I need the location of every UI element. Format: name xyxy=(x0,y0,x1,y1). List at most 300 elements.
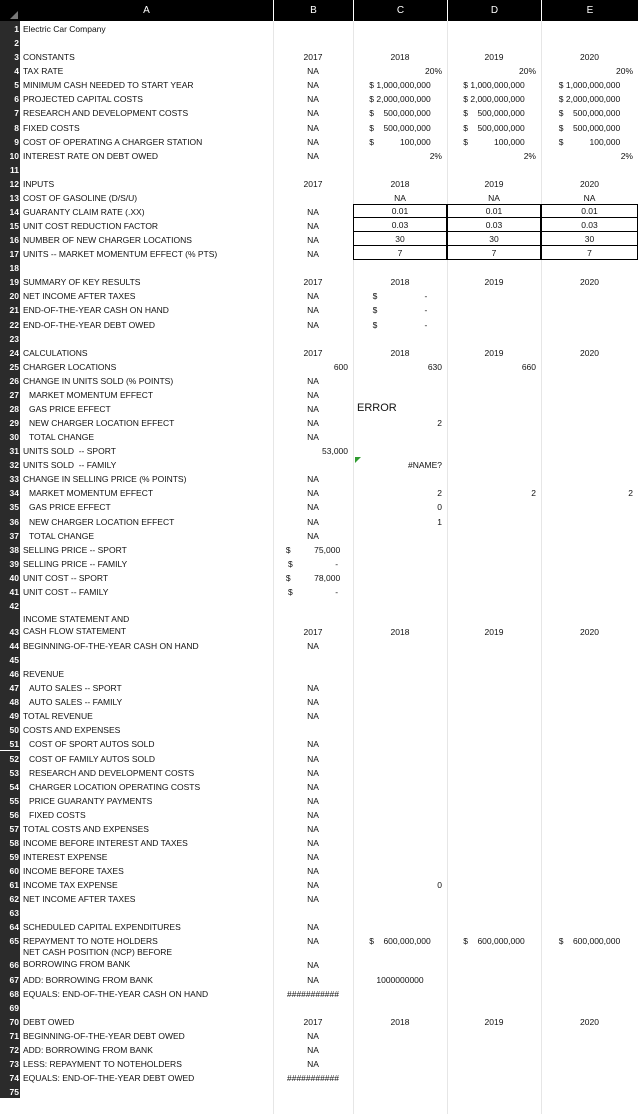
cell-d62[interactable] xyxy=(447,891,541,905)
cell-a4[interactable]: TAX RATE xyxy=(23,66,64,77)
cell-a42[interactable] xyxy=(20,598,273,612)
cell-d44[interactable] xyxy=(447,638,541,652)
cell-e56[interactable] xyxy=(541,807,638,821)
row-header[interactable]: 51 xyxy=(0,736,20,750)
cell-b27[interactable]: NA xyxy=(307,389,319,400)
cell-b59[interactable]: NA xyxy=(307,852,319,863)
cell-d13[interactable]: NA xyxy=(488,192,500,203)
cell-d47[interactable] xyxy=(447,680,541,694)
cell-a51[interactable]: COST OF SPORT AUTOS SOLD xyxy=(29,739,155,750)
row-header[interactable]: 15 xyxy=(0,218,20,232)
row-header[interactable]: 23 xyxy=(0,331,20,345)
cell-b12[interactable]: 2017 xyxy=(303,178,323,189)
cell-d20[interactable] xyxy=(447,288,541,302)
cell-b57[interactable]: NA xyxy=(307,823,319,834)
cell-d74[interactable] xyxy=(447,1070,541,1084)
row-header[interactable]: 47 xyxy=(0,680,20,694)
cell-d11[interactable] xyxy=(447,162,541,176)
cell-d19[interactable]: 2019 xyxy=(484,277,504,288)
cell-a56[interactable]: FIXED COSTS xyxy=(29,809,86,820)
cell-d21[interactable] xyxy=(447,302,541,316)
cell-c15[interactable]: 0.03 xyxy=(353,218,447,232)
row-header[interactable]: 59 xyxy=(0,849,20,863)
cell-a14[interactable]: GUARANTY CLAIM RATE (.XX) xyxy=(23,206,145,217)
cell-b55[interactable]: NA xyxy=(307,795,319,806)
cell-b17[interactable]: NA xyxy=(307,249,319,260)
cell-b47[interactable]: NA xyxy=(307,683,319,694)
cell-b67[interactable]: NA xyxy=(307,974,319,985)
cell-d32[interactable] xyxy=(447,457,541,471)
cell-c19[interactable]: 2018 xyxy=(390,277,410,288)
cell-e58[interactable] xyxy=(541,835,638,849)
cell-a53[interactable]: RESEARCH AND DEVELOPMENT COSTS xyxy=(29,767,195,778)
row-header[interactable]: 8 xyxy=(0,119,20,133)
cell-c8[interactable]: $ 500,000,000 xyxy=(369,122,431,133)
cell-d66[interactable] xyxy=(447,947,541,971)
cell-e53[interactable] xyxy=(541,765,638,779)
row-header[interactable]: 44 xyxy=(0,638,20,652)
cell-d70[interactable]: 2019 xyxy=(484,1016,504,1027)
cell-b43[interactable]: 2017 xyxy=(303,626,323,637)
cell-a29[interactable]: NEW CHARGER LOCATION EFFECT xyxy=(29,418,175,429)
row-header[interactable]: 29 xyxy=(0,415,20,429)
row-header[interactable]: 48 xyxy=(0,694,20,708)
cell-b37[interactable]: NA xyxy=(307,530,319,541)
cell-a34[interactable]: MARKET MOMENTUM EFFECT xyxy=(29,488,154,499)
cell-a62[interactable]: NET INCOME AFTER TAXES xyxy=(23,894,136,905)
cell-a69[interactable] xyxy=(20,1000,273,1014)
row-header[interactable]: 60 xyxy=(0,863,20,877)
cell-b34[interactable]: NA xyxy=(307,488,319,499)
cell-a12[interactable]: INPUTS xyxy=(23,178,55,189)
row-header[interactable]: 27 xyxy=(0,387,20,401)
cell-b75[interactable] xyxy=(273,1084,353,1098)
cell-b23[interactable] xyxy=(273,331,353,345)
cell-c63[interactable] xyxy=(353,905,447,919)
cell-a44[interactable]: BEGINNING-OF-THE-YEAR CASH ON HAND xyxy=(23,641,199,651)
cell-a13[interactable]: COST OF GASOLINE (D/S/U) xyxy=(23,192,138,203)
cell-d67[interactable] xyxy=(447,971,541,985)
cell-b39[interactable]: $ - xyxy=(287,558,339,569)
row-header[interactable]: 26 xyxy=(0,373,20,387)
cell-b36[interactable]: NA xyxy=(307,516,319,527)
cell-c16[interactable]: 30 xyxy=(353,232,447,246)
cell-d37[interactable] xyxy=(447,528,541,542)
row-header[interactable]: 55 xyxy=(0,793,20,807)
cell-d14[interactable]: 0.01 xyxy=(447,204,541,218)
row-header[interactable]: 42 xyxy=(0,598,20,612)
cell-a68[interactable]: EQUALS: END-OF-THE-YEAR CASH ON HAND xyxy=(23,988,209,999)
row-header[interactable]: 1 xyxy=(0,21,20,35)
cell-c34[interactable]: 2 xyxy=(437,488,442,499)
cell-b48[interactable]: NA xyxy=(307,697,319,708)
cell-a49[interactable]: TOTAL REVENUE xyxy=(23,711,93,722)
cell-c58[interactable] xyxy=(353,835,447,849)
cell-a22[interactable]: END-OF-THE-YEAR DEBT OWED xyxy=(23,319,156,330)
cell-b32[interactable] xyxy=(273,457,353,471)
cell-e63[interactable] xyxy=(541,905,638,919)
row-header[interactable]: 49 xyxy=(0,708,20,722)
row-header[interactable]: 24 xyxy=(0,345,20,359)
row-header[interactable]: 38 xyxy=(0,542,20,556)
cell-e49[interactable] xyxy=(541,708,638,722)
cell-d16[interactable]: 30 xyxy=(447,232,541,246)
cell-e62[interactable] xyxy=(541,891,638,905)
row-header[interactable]: 70 xyxy=(0,1014,20,1028)
row-header[interactable]: 30 xyxy=(0,429,20,443)
cell-c49[interactable] xyxy=(353,708,447,722)
cell-c55[interactable] xyxy=(353,793,447,807)
cell-a2[interactable] xyxy=(20,35,273,49)
cell-a45[interactable] xyxy=(20,652,273,666)
cell-b53[interactable]: NA xyxy=(307,767,319,778)
row-header[interactable]: 61 xyxy=(0,877,20,891)
row-header[interactable]: 50 xyxy=(0,722,20,736)
cell-e9[interactable]: $ 100,000 xyxy=(558,136,621,147)
cell-b60[interactable]: NA xyxy=(307,866,319,877)
cell-e68[interactable] xyxy=(541,986,638,1000)
row-header[interactable]: 63 xyxy=(0,905,20,919)
row-header[interactable]: 41 xyxy=(0,584,20,598)
row-header[interactable]: 11 xyxy=(0,162,20,176)
cell-e75[interactable] xyxy=(541,1084,638,1098)
cell-d3[interactable]: 2019 xyxy=(484,52,504,63)
cell-c67[interactable]: 1000000000 xyxy=(376,974,424,985)
cell-b26[interactable]: NA xyxy=(307,375,319,386)
row-header[interactable]: 57 xyxy=(0,821,20,835)
cell-c20[interactable]: $ - xyxy=(372,291,428,302)
cell-c50[interactable] xyxy=(353,722,447,736)
cell-e10[interactable]: 2% xyxy=(620,150,633,161)
cell-b69[interactable] xyxy=(273,1000,353,1014)
cell-e8[interactable]: $ 500,000,000 xyxy=(558,122,621,133)
cell-b62[interactable]: NA xyxy=(307,894,319,905)
cell-a8[interactable]: FIXED COSTS xyxy=(23,122,80,133)
cell-b13[interactable] xyxy=(273,190,353,204)
cell-c40[interactable] xyxy=(353,570,447,584)
cell-d45[interactable] xyxy=(447,652,541,666)
cell-c26[interactable] xyxy=(353,373,447,387)
cell-c60[interactable] xyxy=(353,863,447,877)
cell-d23[interactable] xyxy=(447,331,541,345)
cell-c65[interactable]: $ 600,000,000 xyxy=(369,936,431,947)
cell-b24[interactable]: 2017 xyxy=(303,347,323,358)
cell-c68[interactable] xyxy=(353,986,447,1000)
cell-e28[interactable] xyxy=(541,401,638,415)
cell-e38[interactable] xyxy=(541,542,638,556)
cell-e66[interactable] xyxy=(541,947,638,971)
cell-c48[interactable] xyxy=(353,694,447,708)
cell-e14[interactable]: 0.01 xyxy=(541,204,638,218)
cell-e32[interactable] xyxy=(541,457,638,471)
cell-b58[interactable]: NA xyxy=(307,837,319,848)
cell-d60[interactable] xyxy=(447,863,541,877)
row-header[interactable]: 43 xyxy=(0,612,20,638)
cell-e41[interactable] xyxy=(541,584,638,598)
cell-d17[interactable]: 7 xyxy=(447,246,541,260)
cell-b71[interactable]: NA xyxy=(307,1030,319,1041)
cell-d40[interactable] xyxy=(447,570,541,584)
cell-e34[interactable]: 2 xyxy=(628,488,633,499)
column-header-a[interactable]: A xyxy=(20,0,273,21)
cell-c41[interactable] xyxy=(353,584,447,598)
cell-a40[interactable]: UNIT COST -- SPORT xyxy=(23,572,109,583)
cell-a20[interactable]: NET INCOME AFTER TAXES xyxy=(23,291,136,302)
cell-d31[interactable] xyxy=(447,443,541,457)
cell-a55[interactable]: PRICE GUARANTY PAYMENTS xyxy=(29,795,153,806)
cell-a63[interactable] xyxy=(20,905,273,919)
cell-e35[interactable] xyxy=(541,499,638,513)
cell-e11[interactable] xyxy=(541,162,638,176)
cell-a28[interactable]: GAS PRICE EFFECT xyxy=(29,403,111,414)
cell-b72[interactable]: NA xyxy=(307,1044,319,1055)
cell-c23[interactable] xyxy=(353,331,447,345)
cell-b65[interactable]: NA xyxy=(307,936,319,947)
cell-e1[interactable] xyxy=(541,21,638,35)
row-header[interactable]: 56 xyxy=(0,807,20,821)
cell-d49[interactable] xyxy=(447,708,541,722)
cell-d52[interactable] xyxy=(447,751,541,765)
cell-c4[interactable]: 20% xyxy=(424,66,442,77)
row-header[interactable]: 2 xyxy=(0,35,20,49)
cell-d69[interactable] xyxy=(447,1000,541,1014)
cell-d25[interactable]: 660 xyxy=(521,361,536,372)
row-header[interactable]: 36 xyxy=(0,513,20,527)
cell-a75[interactable] xyxy=(20,1084,273,1098)
cell-e72[interactable] xyxy=(541,1042,638,1056)
cell-a58[interactable]: INCOME BEFORE INTEREST AND TAXES xyxy=(23,837,188,848)
cell-e6[interactable]: $ 2,000,000,000 xyxy=(558,94,621,105)
cell-b10[interactable]: NA xyxy=(307,150,319,161)
cell-d48[interactable] xyxy=(447,694,541,708)
cell-d55[interactable] xyxy=(447,793,541,807)
row-header[interactable]: 9 xyxy=(0,134,20,148)
cell-a70[interactable]: DEBT OWED xyxy=(23,1016,75,1027)
row-header[interactable]: 40 xyxy=(0,570,20,584)
cell-e52[interactable] xyxy=(541,751,638,765)
row-header[interactable]: 52 xyxy=(0,751,20,765)
cell-c27[interactable] xyxy=(353,387,447,401)
cell-b46[interactable] xyxy=(273,666,353,680)
cell-e69[interactable] xyxy=(541,1000,638,1014)
cell-d35[interactable] xyxy=(447,499,541,513)
cell-c71[interactable] xyxy=(353,1028,447,1042)
cell-b18[interactable] xyxy=(273,260,353,274)
cell-b70[interactable]: 2017 xyxy=(303,1016,323,1027)
cell-c72[interactable] xyxy=(353,1042,447,1056)
cell-a23[interactable] xyxy=(20,331,273,345)
cell-d1[interactable] xyxy=(447,21,541,35)
cell-e40[interactable] xyxy=(541,570,638,584)
cell-e18[interactable] xyxy=(541,260,638,274)
cell-d30[interactable] xyxy=(447,429,541,443)
cell-b30[interactable]: NA xyxy=(307,432,319,443)
cell-a38[interactable]: SELLING PRICE -- SPORT xyxy=(23,544,127,555)
cell-e33[interactable] xyxy=(541,471,638,485)
cell-d39[interactable] xyxy=(447,556,541,570)
cell-a18[interactable] xyxy=(20,260,273,274)
cell-c28[interactable]: ERROR xyxy=(357,401,397,414)
cell-e17[interactable]: 7 xyxy=(541,246,638,260)
cell-c47[interactable] xyxy=(353,680,447,694)
cell-e25[interactable] xyxy=(541,359,638,373)
cell-c33[interactable] xyxy=(353,471,447,485)
cell-e61[interactable] xyxy=(541,877,638,891)
cell-c57[interactable] xyxy=(353,821,447,835)
cell-b45[interactable] xyxy=(273,652,353,666)
cell-a43[interactable]: INCOME STATEMENT AND CASH FLOW STATEMENT xyxy=(23,613,130,636)
cell-d71[interactable] xyxy=(447,1028,541,1042)
cell-e3[interactable]: 2020 xyxy=(580,52,599,63)
cell-e73[interactable] xyxy=(541,1056,638,1070)
row-header[interactable]: 31 xyxy=(0,443,20,457)
cell-b25[interactable]: 600 xyxy=(333,361,348,372)
row-header[interactable]: 73 xyxy=(0,1056,20,1070)
cell-a21[interactable]: END-OF-THE-YEAR CASH ON HAND xyxy=(23,305,169,316)
cell-c6[interactable]: $ 2,000,000,000 xyxy=(369,94,431,105)
row-header[interactable]: 75 xyxy=(0,1084,20,1098)
cell-c22[interactable]: $ - xyxy=(372,319,428,330)
cell-c66[interactable] xyxy=(353,947,447,971)
cell-e24[interactable]: 2020 xyxy=(580,347,599,358)
cell-e47[interactable] xyxy=(541,680,638,694)
cell-e55[interactable] xyxy=(541,793,638,807)
cell-c2[interactable] xyxy=(353,35,447,49)
cell-c11[interactable] xyxy=(353,162,447,176)
cell-a31[interactable]: UNITS SOLD -- SPORT xyxy=(23,446,116,457)
cell-b56[interactable]: NA xyxy=(307,809,319,820)
column-header-d[interactable]: D xyxy=(448,0,541,21)
cell-e26[interactable] xyxy=(541,373,638,387)
cell-a19[interactable]: SUMMARY OF KEY RESULTS xyxy=(23,277,141,288)
cell-a3[interactable]: CONSTANTS xyxy=(23,52,75,63)
cell-c75[interactable] xyxy=(353,1084,447,1098)
cell-c3[interactable]: 2018 xyxy=(390,52,410,63)
cell-b66[interactable]: NA xyxy=(307,960,319,971)
cell-a46[interactable]: REVENUE xyxy=(23,669,65,680)
cell-c37[interactable] xyxy=(353,528,447,542)
cell-e27[interactable] xyxy=(541,387,638,401)
cell-e50[interactable] xyxy=(541,722,638,736)
cell-b61[interactable]: NA xyxy=(307,880,319,891)
cell-b44[interactable]: NA xyxy=(307,641,319,651)
cell-e22[interactable] xyxy=(541,316,638,330)
cell-c36[interactable]: 1 xyxy=(437,516,442,527)
cell-b42[interactable] xyxy=(273,598,353,612)
cell-d59[interactable] xyxy=(447,849,541,863)
row-header[interactable]: 46 xyxy=(0,666,20,680)
cell-d10[interactable]: 2% xyxy=(523,150,536,161)
cell-e65[interactable]: $ 600,000,000 xyxy=(558,936,621,947)
cell-e4[interactable]: 20% xyxy=(615,66,633,77)
cell-b3[interactable]: 2017 xyxy=(303,52,323,63)
cell-d36[interactable] xyxy=(447,513,541,527)
cell-a48[interactable]: AUTO SALES -- FAMILY xyxy=(29,697,123,708)
row-header[interactable]: 37 xyxy=(0,528,20,542)
cell-e5[interactable]: $ 1,000,000,000 xyxy=(558,80,621,91)
cell-a71[interactable]: BEGINNING-OF-THE-YEAR DEBT OWED xyxy=(23,1030,185,1041)
cell-b51[interactable]: NA xyxy=(307,739,319,750)
cell-c53[interactable] xyxy=(353,765,447,779)
cell-d64[interactable] xyxy=(447,919,541,933)
row-header[interactable]: 74 xyxy=(0,1070,20,1084)
cell-b68[interactable]: ########### xyxy=(286,988,339,999)
row-header[interactable]: 3 xyxy=(0,49,20,63)
cell-d54[interactable] xyxy=(447,779,541,793)
cell-c42[interactable] xyxy=(353,598,447,612)
cell-c30[interactable] xyxy=(353,429,447,443)
cell-d12[interactable]: 2019 xyxy=(484,178,504,189)
cell-b19[interactable]: 2017 xyxy=(303,277,323,288)
cell-e20[interactable] xyxy=(541,288,638,302)
cell-b2[interactable] xyxy=(273,35,353,49)
cell-a1[interactable]: Electric Car Company xyxy=(23,24,106,35)
cell-a30[interactable]: TOTAL CHANGE xyxy=(29,432,95,443)
cell-e21[interactable] xyxy=(541,302,638,316)
cell-e37[interactable] xyxy=(541,528,638,542)
row-header[interactable]: 16 xyxy=(0,232,20,246)
row-header[interactable]: 6 xyxy=(0,91,20,105)
cell-e29[interactable] xyxy=(541,415,638,429)
cell-b64[interactable]: NA xyxy=(307,922,319,933)
cell-a66[interactable]: NET CASH POSITION (NCP) BEFORE BORROWING FROM BANK xyxy=(23,947,173,970)
row-header[interactable]: 62 xyxy=(0,891,20,905)
row-header[interactable]: 21 xyxy=(0,302,20,316)
cell-a52[interactable]: COST OF FAMILY AUTOS SOLD xyxy=(29,753,155,764)
cell-e64[interactable] xyxy=(541,919,638,933)
cell-c52[interactable] xyxy=(353,751,447,765)
cell-d29[interactable] xyxy=(447,415,541,429)
row-header[interactable]: 28 xyxy=(0,401,20,415)
cell-b50[interactable] xyxy=(273,722,353,736)
cell-e71[interactable] xyxy=(541,1028,638,1042)
cell-d28[interactable] xyxy=(447,401,541,415)
row-header[interactable]: 4 xyxy=(0,63,20,77)
cell-c7[interactable]: $ 500,000,000 xyxy=(369,108,431,119)
cell-d68[interactable] xyxy=(447,986,541,1000)
cell-a36[interactable]: NEW CHARGER LOCATION EFFECT xyxy=(29,516,175,527)
cell-c24[interactable]: 2018 xyxy=(390,347,410,358)
cell-d5[interactable]: $ 1,000,000,000 xyxy=(463,80,525,91)
cell-c45[interactable] xyxy=(353,652,447,666)
cell-a10[interactable]: INTEREST RATE ON DEBT OWED xyxy=(23,150,159,161)
cell-a32[interactable]: UNITS SOLD -- FAMILY xyxy=(23,460,117,471)
cell-e54[interactable] xyxy=(541,779,638,793)
cell-c44[interactable] xyxy=(353,638,447,652)
cell-d22[interactable] xyxy=(447,316,541,330)
cell-e60[interactable] xyxy=(541,863,638,877)
cell-b11[interactable] xyxy=(273,162,353,176)
cell-c12[interactable]: 2018 xyxy=(390,178,410,189)
cell-a50[interactable]: COSTS AND EXPENSES xyxy=(23,725,121,736)
cell-a65[interactable]: REPAYMENT TO NOTE HOLDERS xyxy=(23,936,158,947)
cell-a74[interactable]: EQUALS: END-OF-THE-YEAR DEBT OWED xyxy=(23,1073,195,1084)
cell-c38[interactable] xyxy=(353,542,447,556)
row-header[interactable]: 72 xyxy=(0,1042,20,1056)
cell-c70[interactable]: 2018 xyxy=(390,1016,410,1027)
cell-d9[interactable]: $ 100,000 xyxy=(463,136,525,147)
cell-c51[interactable] xyxy=(353,736,447,750)
cell-d43[interactable]: 2019 xyxy=(484,626,504,637)
cell-b8[interactable]: NA xyxy=(307,122,319,133)
cell-e67[interactable] xyxy=(541,971,638,985)
cell-d27[interactable] xyxy=(447,387,541,401)
cell-c39[interactable] xyxy=(353,556,447,570)
cell-a39[interactable]: SELLING PRICE -- FAMILY xyxy=(23,558,128,569)
row-header[interactable]: 58 xyxy=(0,835,20,849)
cell-d50[interactable] xyxy=(447,722,541,736)
cell-b1[interactable] xyxy=(273,21,353,35)
